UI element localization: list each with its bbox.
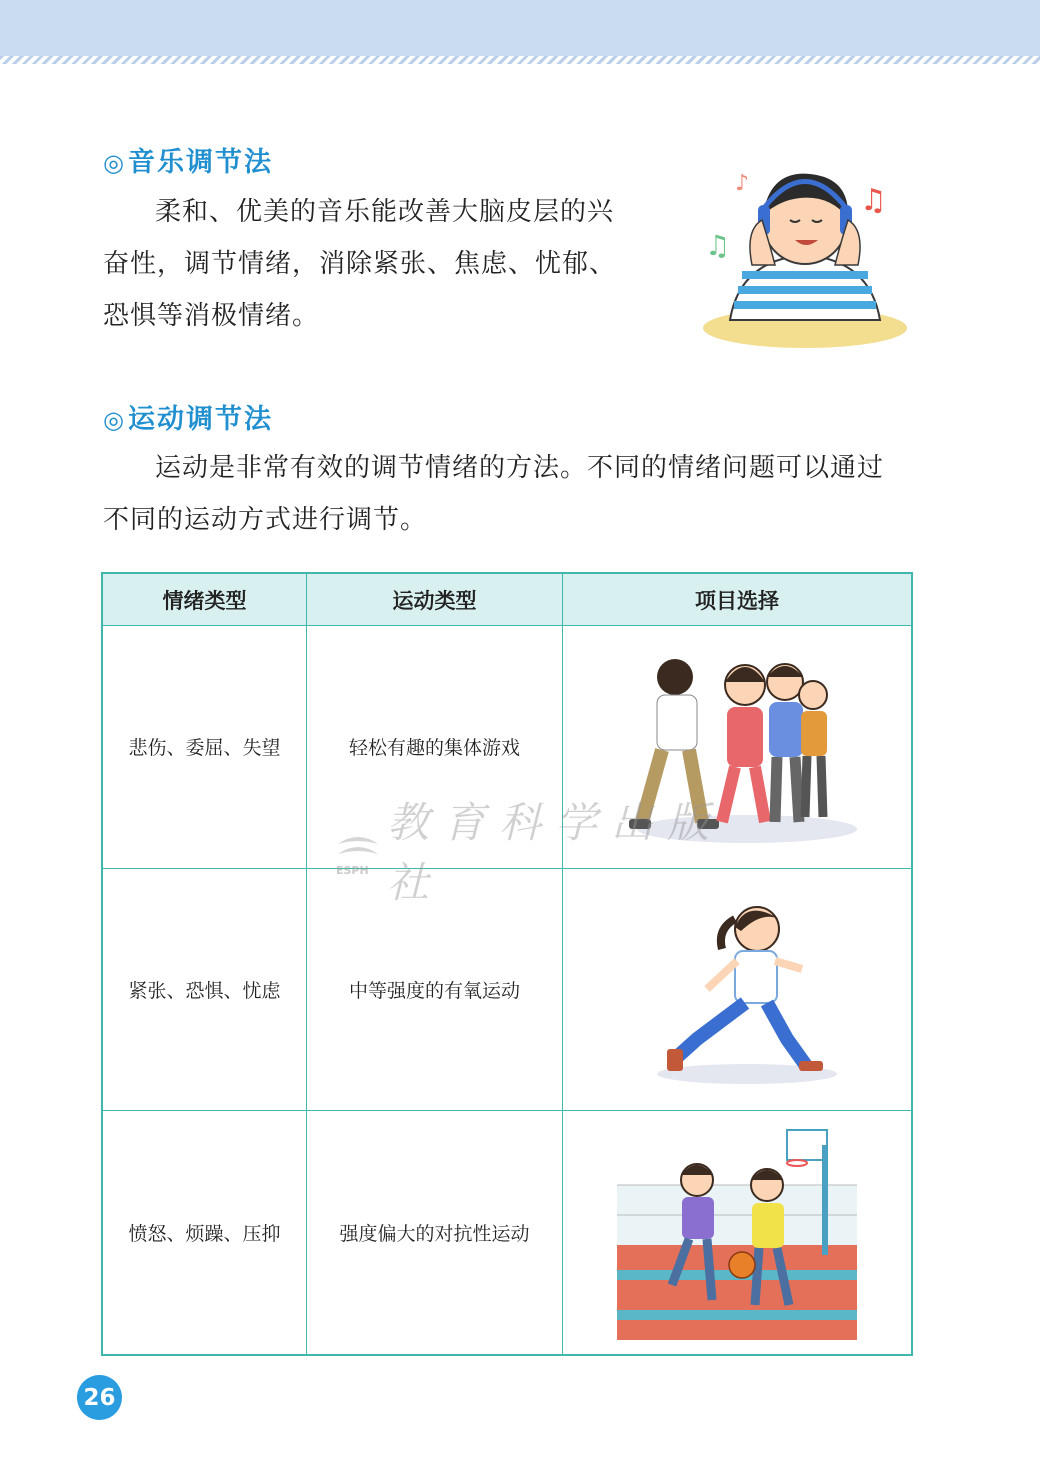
basketball-illustration [617,1125,857,1340]
girl-running-illustration [637,889,837,1089]
table-cell-emotion: 悲伤、委屈、失望 [103,626,307,869]
top-stripe-border [0,56,1040,64]
esph-logo [330,822,379,878]
table-cell-sport: 轻松有趣的集体游戏 [307,626,563,869]
circle-mark-icon: ◎ [103,149,126,177]
watermark-text: 教育科学出版社 [387,798,724,907]
table-header-sport: 运动类型 [307,574,563,626]
svg-text:♫: ♫ [705,229,731,262]
table-cell-emotion: 紧张、恐惧、忧虑 [103,869,307,1112]
table-cell-sport: 中等强度的有氧运动 [307,869,563,1112]
svg-text:ESPH: ESPH [336,864,369,877]
exercise-section-title: ◎运动调节法 [103,404,273,435]
table-header-emotion: 情绪类型 [103,574,307,626]
table-cell-emotion: 愤怒、烦躁、压抑 [103,1111,307,1354]
circle-mark-icon: ◎ [103,406,126,434]
music-section-title: ◎音乐调节法 [103,147,273,178]
svg-text:♫: ♫ [860,183,887,218]
table-cell-image [563,1111,911,1354]
top-band [0,0,1040,56]
exercise-paragraph: 运动是非常有效的调节情绪的方法。不同的情绪问题可以通过 不同的运动方式进行调节。 [103,453,885,535]
music-paragraph: 柔和、优美的音乐能改善大脑皮层的兴 奋性，调节情绪，消除紧张、焦虑、忧郁、 恐惧等消极情绪。 [103,197,617,331]
boy-listening-music-illustration [700,160,910,355]
page-number: 26 [77,1375,122,1420]
svg-text:♪: ♪ [735,171,750,196]
emotion-exercise-table [101,572,913,1356]
table-cell-sport: 强度偏大的对抗性运动 [307,1111,563,1354]
publisher-watermark [330,798,730,907]
table-header-choice: 项目选择 [563,574,911,626]
